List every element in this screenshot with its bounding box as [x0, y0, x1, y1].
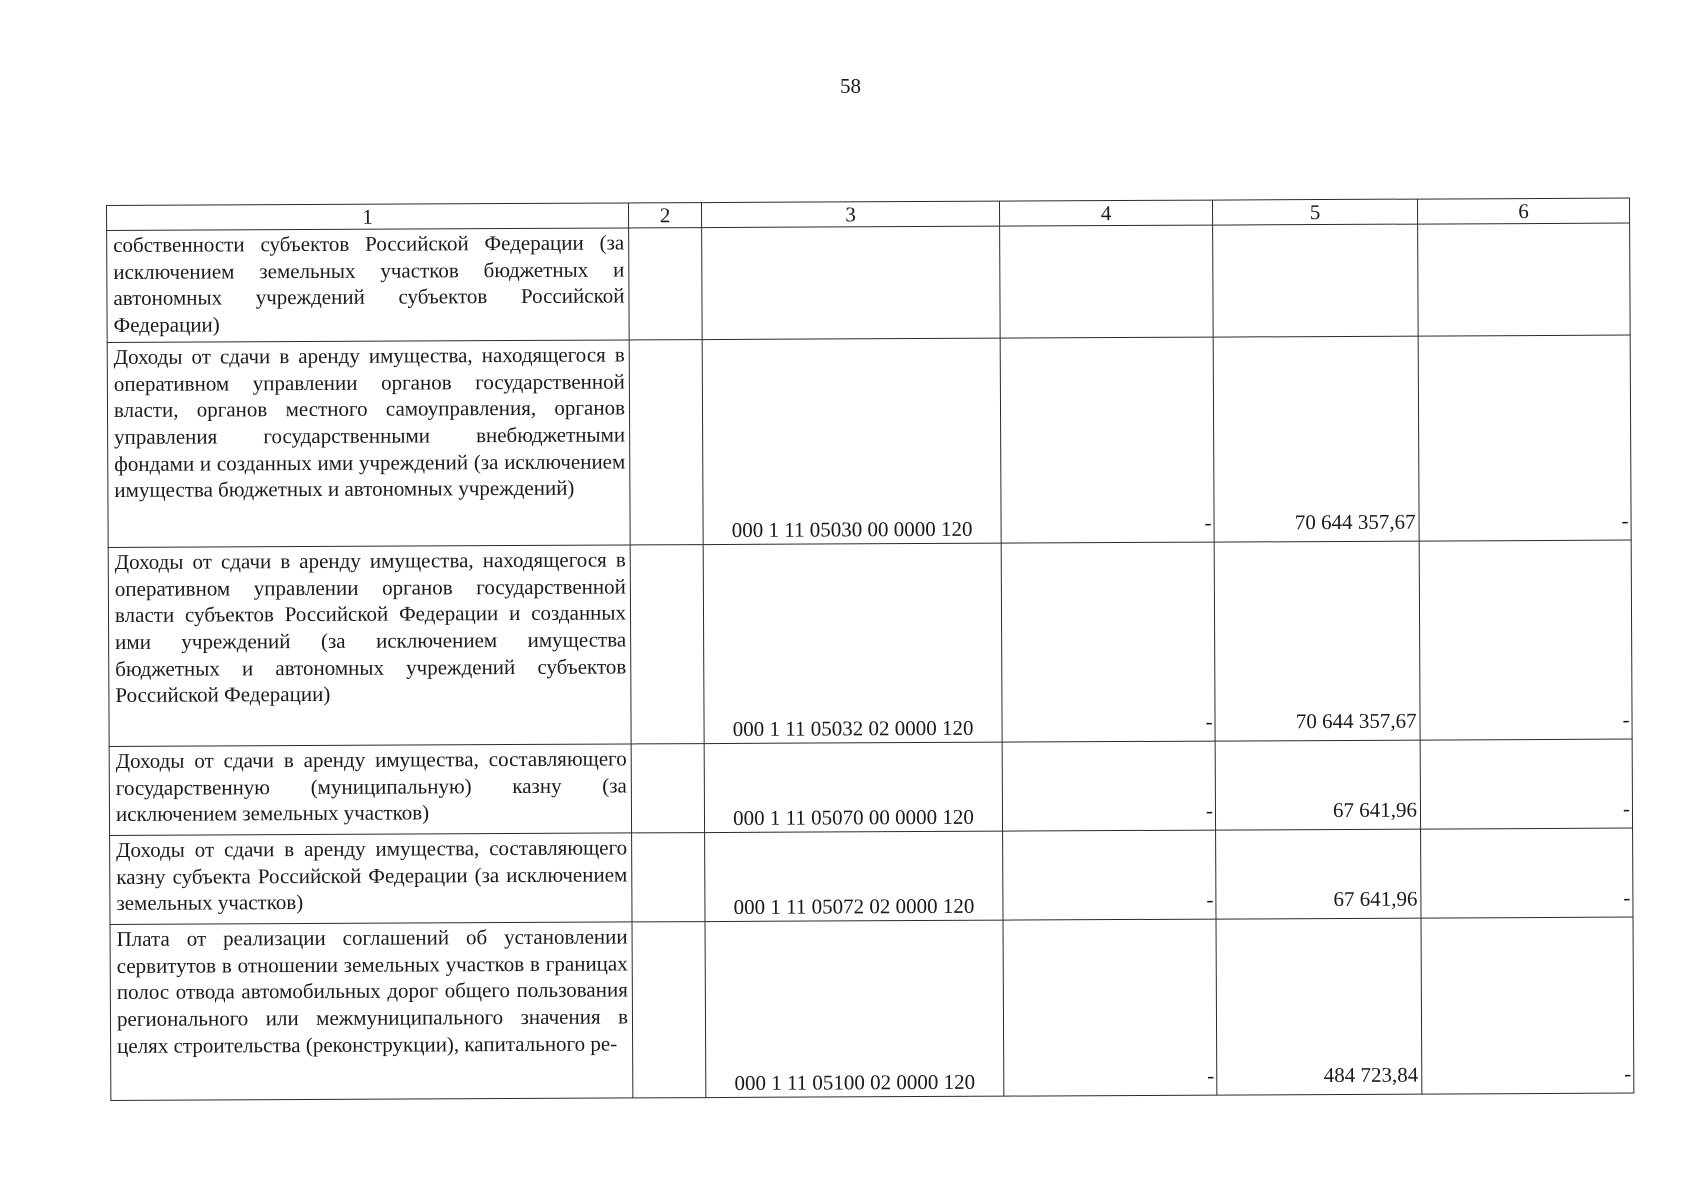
- column-6-cell: [1418, 223, 1631, 336]
- table-row: [109, 739, 1632, 835]
- table-row: [110, 917, 1634, 1100]
- income-name-cell: собственности субъектов Российской Федерации (за исключением земельных участков бюджетных и автономных учреждений субъектов Российской Федерации): [107, 228, 630, 342]
- column-header: 5: [1212, 199, 1417, 225]
- column-2-cell: [629, 339, 703, 544]
- column-header: 2: [628, 203, 701, 228]
- column-6-cell: -: [1418, 335, 1631, 541]
- column-2-cell: [629, 228, 703, 340]
- column-4-cell: -: [1003, 919, 1217, 1096]
- column-4-cell: -: [1001, 542, 1215, 742]
- income-name-cell: Доходы от сдачи в аренду имущества, находящегося в оперативном управлении органов государственной власти, органов местного самоуправления, органов управления государственными внебюджетными фондами и созданных ими учреждений (за исключением имущества бюджетных и автономных учреждений): [107, 340, 630, 548]
- column-header: 4: [999, 200, 1212, 226]
- column-2-cell: [630, 544, 704, 743]
- column-4-cell: [1000, 225, 1214, 338]
- column-6-cell: -: [1420, 739, 1632, 829]
- column-4-cell: -: [1000, 337, 1214, 543]
- column-header: 6: [1417, 198, 1629, 224]
- table-row: [107, 335, 1631, 547]
- budget-code-cell: 000 1 11 05072 02 0000 120: [705, 831, 1003, 921]
- table-row: [108, 540, 1632, 746]
- column-6-cell: -: [1419, 540, 1632, 740]
- amount-cell: 70 644 357,67: [1214, 541, 1420, 741]
- column-2-cell: [632, 832, 705, 921]
- column-6-cell: -: [1421, 917, 1634, 1094]
- amount-cell: 484 723,84: [1216, 918, 1422, 1095]
- column-4-cell: -: [1003, 830, 1216, 920]
- income-name-cell: Плата от реализации соглашений об установлении сервитутов в отношении земельных участков в границах полос отвода автомобильных дорог общего пользования регионального или межмуниципального значения в целях строительства (реконструкции), капитального ре-: [110, 922, 633, 1101]
- amount-cell: 67 641,96: [1215, 740, 1420, 830]
- table-row: [107, 223, 1631, 342]
- budget-code-cell: 000 1 11 05070 00 0000 120: [704, 742, 1002, 832]
- amount-cell: 70 644 357,67: [1213, 336, 1419, 542]
- column-2-cell: [632, 921, 706, 1097]
- column-6-cell: -: [1421, 828, 1633, 918]
- income-name-cell: Доходы от сдачи в аренду имущества, находящегося в оперативном управлении органов государственной власти субъектов Российской Федерации и созданных ими учреждений (за исключением имущества бюджетных и автономных учреждений субъектов Российской Федерации): [108, 545, 631, 747]
- column-header: 1: [107, 203, 629, 231]
- budget-code-cell: 000 1 11 05100 02 0000 120: [705, 920, 1004, 1097]
- income-name-cell: Доходы от сдачи в аренду имущества, составляющего казну субъекта Российской Федерации (за исключением земельных участков): [110, 833, 632, 925]
- budget-code-cell: [702, 226, 1001, 339]
- column-4-cell: -: [1002, 741, 1215, 831]
- column-header: 3: [701, 201, 999, 227]
- page-number: 58: [840, 74, 861, 98]
- budget-code-cell: 000 1 11 05030 00 0000 120: [702, 338, 1001, 544]
- table-row: [110, 828, 1633, 924]
- budget-table: [106, 198, 1634, 1101]
- column-2-cell: [631, 743, 704, 832]
- amount-cell: 67 641,96: [1216, 829, 1421, 919]
- budget-code-cell: 000 1 11 05032 02 0000 120: [703, 543, 1002, 743]
- income-name-cell: Доходы от сдачи в аренду имущества, составляющего государственную (муниципальную) казну (за исключением земельных участков): [109, 744, 631, 836]
- amount-cell: [1213, 224, 1419, 337]
